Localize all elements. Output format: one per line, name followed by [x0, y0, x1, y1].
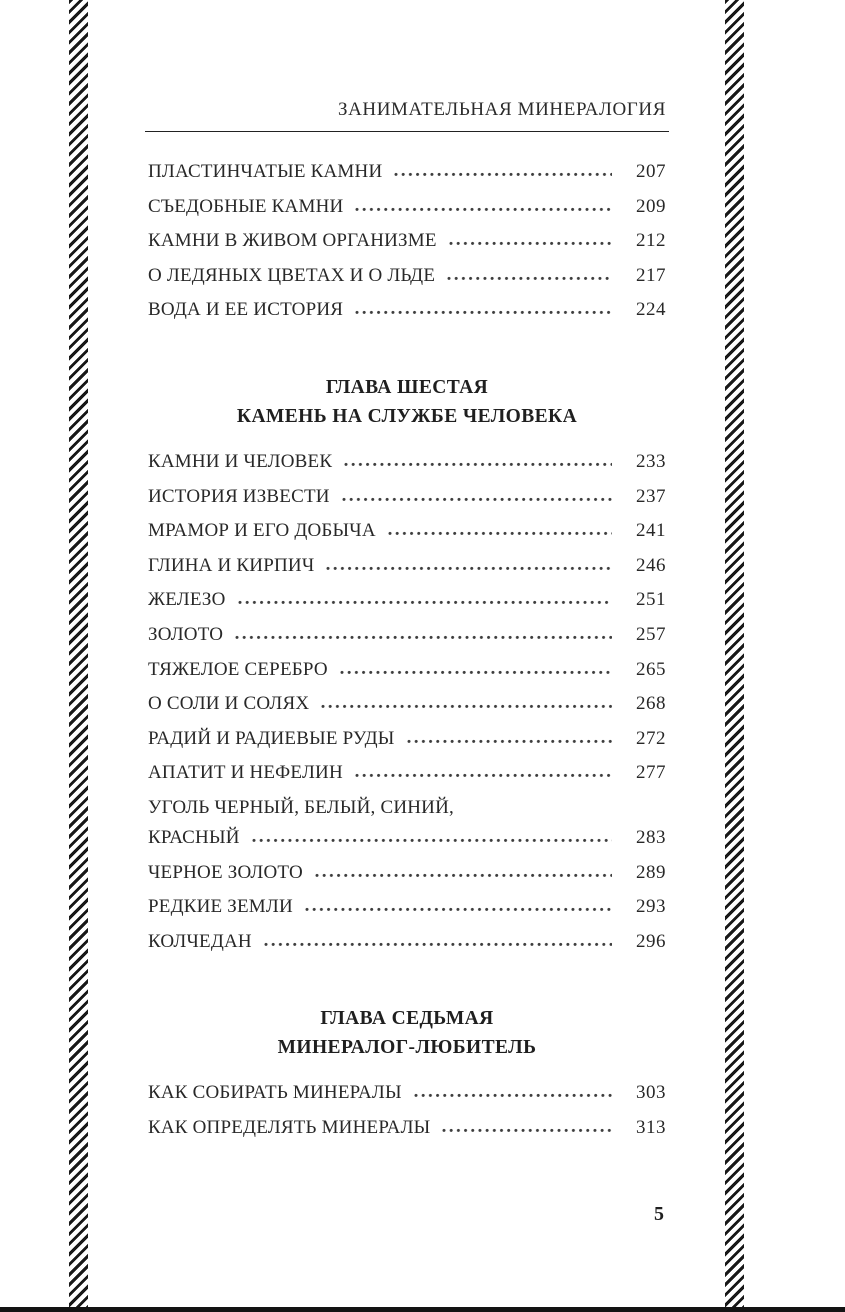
chapter-six-heading	[148, 373, 666, 431]
toc-entry-page: 257	[636, 623, 666, 645]
toc-entry-page: 241	[636, 520, 666, 542]
toc-entry-label: РЕДКИЕ ЗЕМЛИ	[148, 896, 293, 918]
toc-entry	[148, 480, 666, 515]
toc-entry-page: 217	[636, 264, 666, 286]
page-bottom-edge	[0, 1307, 845, 1312]
toc-entry-page: 237	[636, 485, 666, 507]
toc-entry-page: 289	[636, 861, 666, 883]
toc-entry-two-line	[148, 791, 666, 856]
toc-entry-label: ПЛАСТИНЧАТЫЕ КАМНИ	[148, 161, 383, 182]
toc-entry-label: О ЛЕДЯНЫХ ЦВЕТАХ И О ЛЬДЕ	[148, 264, 436, 286]
toc-entry	[148, 549, 666, 584]
toc-entry	[148, 259, 666, 294]
toc-entry-page: 251	[636, 589, 666, 611]
toc-entry-label: КРАСНЫЙ	[148, 826, 240, 848]
toc-leader-dots	[314, 873, 612, 878]
toc-entry-label-line1: УГОЛЬ ЧЕРНЫЙ, БЕЛЫЙ, СИНИЙ,	[148, 796, 454, 818]
running-title: ЗАНИМАТЕЛЬНАЯ МИНЕРАЛОГИЯ	[337, 99, 666, 120]
toc-leader-dots	[325, 566, 612, 571]
toc-entry	[148, 722, 666, 757]
toc-entry-page: 224	[636, 299, 666, 321]
toc-leader-dots	[320, 704, 612, 709]
toc-entry-label: ВОДА И ЕЕ ИСТОРИЯ	[148, 299, 344, 321]
header-rule	[145, 131, 669, 132]
toc-entry-page: 265	[636, 658, 666, 680]
toc-entry-label: ЧЕРНОЕ ЗОЛОТО	[148, 861, 303, 883]
toc-leader-dots	[263, 942, 612, 947]
toc-entry	[148, 821, 666, 856]
toc-section-intro	[148, 155, 666, 328]
toc-entry-label: РАДИЙ И РАДИЕВЫЕ РУДЫ	[148, 727, 395, 749]
toc-entry-page: 212	[636, 230, 666, 252]
chapter-seven-heading	[148, 1004, 666, 1062]
toc-leader-dots	[441, 1128, 612, 1133]
toc-leader-dots	[387, 531, 612, 536]
toc-entry-page: 283	[636, 826, 666, 848]
toc-entry-page: 277	[636, 762, 666, 784]
toc-entry	[148, 856, 666, 891]
toc-entry	[148, 925, 666, 960]
toc-entry-page: 313	[636, 1116, 666, 1138]
chapter-number-line: ГЛАВА ШЕСТАЯ	[325, 376, 489, 398]
toc-section-chapter-six	[148, 445, 666, 959]
toc-entry-label: ГЛИНА И КИРПИЧ	[148, 554, 315, 576]
toc-leader-dots	[304, 907, 612, 912]
page-content	[148, 0, 666, 1229]
toc-entry	[148, 618, 666, 653]
toc-entry-label: СЪЕДОБНЫЕ КАМНИ	[148, 195, 344, 217]
left-hatch-border	[69, 0, 88, 1307]
toc-leader-dots	[406, 739, 612, 744]
toc-entry	[148, 190, 666, 225]
toc-entry-label: ТЯЖЕЛОЕ СЕРЕБРО	[148, 658, 328, 680]
toc-entry	[148, 293, 666, 328]
toc-entry-label: МРАМОР И ЕГО ДОБЫЧА	[148, 520, 376, 542]
toc-entry-label: АПАТИТ И НЕФЕЛИН	[148, 762, 343, 784]
right-hatch-border	[725, 0, 744, 1307]
toc-entry	[148, 653, 666, 688]
chapter-number-line: ГЛАВА СЕДЬМАЯ	[320, 1008, 494, 1030]
toc-leader-dots	[339, 670, 612, 675]
toc-entry	[148, 687, 666, 722]
toc-leader-dots	[413, 1093, 612, 1098]
toc-leader-dots	[234, 635, 612, 640]
toc-leader-dots	[354, 207, 612, 212]
toc-entry-page: 268	[636, 693, 666, 715]
toc-entry	[148, 1076, 666, 1111]
toc-entry-page: 246	[636, 554, 666, 576]
toc-leader-dots	[448, 241, 612, 246]
toc-entry-page: 207	[636, 161, 666, 182]
toc-entry-label: ЖЕЛЕЗО	[148, 589, 226, 611]
toc-entry-label: КОЛЧЕДАН	[148, 930, 252, 952]
toc-leader-dots	[237, 600, 612, 605]
toc-leader-dots	[354, 773, 612, 778]
toc-entry	[148, 890, 666, 925]
toc-entry-page: 296	[636, 930, 666, 952]
toc-entry-page: 303	[636, 1082, 666, 1104]
toc-entry	[148, 445, 666, 480]
page-number: 5	[654, 1203, 664, 1226]
toc-entry-label: КАМНИ И ЧЕЛОВЕК	[148, 450, 333, 472]
toc-leader-dots	[393, 172, 612, 177]
toc-section-chapter-seven	[148, 1076, 666, 1145]
toc-entry-label: КАК СОБИРАТЬ МИНЕРАЛЫ	[148, 1082, 402, 1104]
chapter-title-line: МИНЕРАЛОГ-ЛЮБИТЕЛЬ	[277, 1037, 537, 1059]
toc-entry-label: КАМНИ В ЖИВОМ ОРГАНИЗМЕ	[148, 230, 437, 252]
toc-entry-page: 209	[636, 195, 666, 217]
toc-leader-dots	[251, 838, 612, 843]
toc-entry-page: 272	[636, 727, 666, 749]
chapter-title-line: КАМЕНЬ НА СЛУЖБЕ ЧЕЛОВЕКА	[236, 405, 578, 427]
toc-entry-page: 293	[636, 896, 666, 918]
toc-entry	[148, 1111, 666, 1146]
toc-entry-page: 233	[636, 450, 666, 472]
toc-entry-label: ИСТОРИЯ ИЗВЕСТИ	[148, 485, 330, 507]
toc-entry	[148, 155, 666, 190]
toc-leader-dots	[343, 462, 612, 467]
toc-entry-label: КАК ОПРЕДЕЛЯТЬ МИНЕРАЛЫ	[148, 1116, 431, 1138]
toc-entry	[148, 224, 666, 259]
toc-leader-dots	[446, 276, 612, 281]
toc-leader-dots	[354, 310, 612, 315]
toc-entry-label: ЗОЛОТО	[148, 623, 224, 645]
toc-leader-dots	[341, 497, 612, 502]
toc-entry	[148, 514, 666, 549]
toc-entry	[148, 756, 666, 791]
toc-entry-label: О СОЛИ И СОЛЯХ	[148, 693, 310, 715]
toc-entry	[148, 583, 666, 618]
